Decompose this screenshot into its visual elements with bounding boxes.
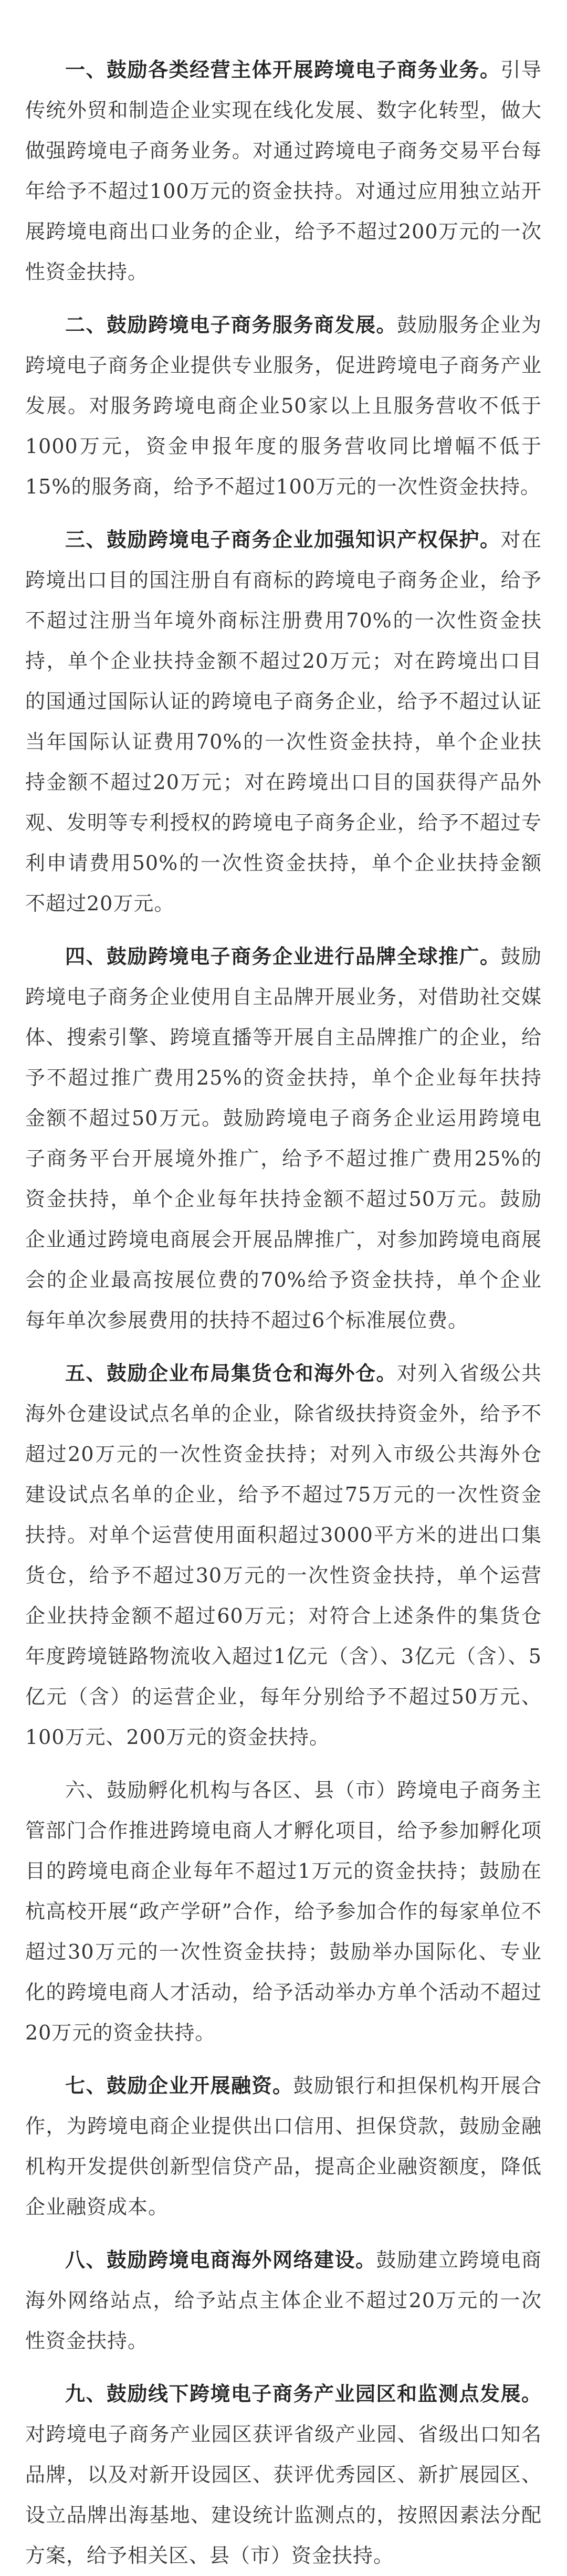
section-4-heading: 四、鼓励跨境电子商务企业进行品牌全球推广。 [65, 945, 501, 968]
section-5-heading: 五、鼓励企业布局集货仓和海外仓。 [65, 1362, 397, 1385]
section-2 [25, 305, 542, 507]
section-9-body: 对跨境电子商务产业园区获评省级产业园、省级出口知名品牌，以及对新开设园区、获评优秀园区、新扩展园区、设立品牌出海基地、建设统计监测点的，按照因素法分配方案，给予相关区、县（市）资金扶持。 [25, 2423, 542, 2567]
section-5 [25, 1353, 542, 1758]
section-8-body: 鼓励建立跨境电商海外网络站点，给予站点主体企业不超过20万元的一次性资金扶持。 [25, 2248, 542, 2352]
section-9-heading: 九、鼓励线下跨境电子商务产业园区和监测点发展。 [65, 2382, 542, 2405]
section-1-heading: 一、鼓励各类经营主体开展跨境电子商务业务。 [65, 58, 501, 81]
section-6 [25, 1770, 542, 2053]
section-3 [25, 520, 542, 924]
section-7-heading: 七、鼓励企业开展融资。 [65, 2074, 293, 2097]
section-6-body: 六、鼓励孵化机构与各区、县（市）跨境电子商务主管部门合作推进跨境电商人才孵化项目，给予参加孵化项目的跨境电商企业每年不超过1万元的资金扶持；鼓励在杭高校开展“政产学研”合作，给予参加合作的每家单位不超过30万元的一次性资金扶持；鼓励举办国际化、专业化的跨境电商人才活动，给予活动举办方单个活动不超过20万元的资金扶持。 [25, 1779, 542, 2044]
section-5-body: 对列入省级公共海外仓建设试点名单的企业，除省级扶持资金外，给予不超过20万元的一次性资金扶持；对列入市级公共海外仓建设试点名单的企业，给予不超过75万元的一次性资金扶持。对单个运营使用面积超过3000平方米的进出口集货仓，给予不超过30万元的一次性资金扶持，单个运营企业扶持金额不超过60万元；对符合上述条件的集货仓年度跨境链路物流收入超过1亿元（含）、3亿元（含）、5亿元（含）的运营企业，每年分别给予不超过50万元、100万元、200万元的资金扶持。 [25, 1362, 542, 1749]
section-9 [25, 2374, 542, 2576]
section-8 [25, 2240, 542, 2361]
section-4-body: 鼓励跨境电子商务企业使用自主品牌开展业务，对借助社交媒体、搜索引擎、跨境直播等开展自主品牌推广的企业，给予不超过推广费用25%的资金扶持，单个企业每年扶持金额不超过50万元。鼓励跨境电子商务企业运用跨境电子商务平台开展境外推广，给予不超过推广费用25%的资金扶持，单个企业每年扶持金额不超过50万元。鼓励企业通过跨境电商展会开展品牌推广，对参加跨境电商展会的企业最高按展位费的70%给予资金扶持，单个企业每年单次参展费用的扶持不超过6个标准展位费。 [25, 945, 542, 1332]
section-1 [25, 50, 542, 292]
section-2-heading: 二、鼓励跨境电子商务服务商发展。 [65, 313, 397, 337]
section-7-body: 鼓励银行和担保机构开展合作，为跨境电商企业提供出口信用、担保贷款，鼓励金融机构开发提供创新型信贷产品，提高企业融资额度，降低企业融资成本。 [25, 2074, 542, 2218]
section-3-heading: 三、鼓励跨境电子商务企业加强知识产权保护。 [65, 528, 501, 551]
section-7 [25, 2066, 542, 2227]
section-2-body: 鼓励服务企业为跨境电子商务企业提供专业服务，促进跨境电子商务产业发展。对服务跨境电商企业50家以上且服务营收不低于1000万元，资金申报年度的服务营收同比增幅不低于15%的服务商，给予不超过100万元的一次性资金扶持。 [25, 313, 542, 498]
section-4 [25, 937, 542, 1341]
section-8-heading: 八、鼓励跨境电商海外网络建设。 [65, 2248, 376, 2272]
section-3-body: 对在跨境出口目的国注册自有商标的跨境电子商务企业，给予不超过注册当年境外商标注册费用70%的一次性资金扶持，单个企业扶持金额不超过20万元；对在跨境出口目的国通过国际认证的跨境电子商务企业，给予不超过认证当年国际认证费用70%的一次性资金扶持，单个企业扶持金额不超过20万元；对在跨境出口目的国获得产品外观、发明等专利授权的跨境电子商务企业，给予不超过专利申请费用50%的一次性资金扶持，单个企业扶持金额不超过20万元。 [25, 528, 542, 915]
section-1-body: 引导传统外贸和制造企业实现在线化发展、数字化转型，做大做强跨境电子商务业务。对通过跨境电子商务交易平台每年给予不超过100万元的资金扶持。对通过应用独立站开展跨境电商出口业务的企业，给予不超过200万元的一次性资金扶持。 [25, 58, 542, 283]
